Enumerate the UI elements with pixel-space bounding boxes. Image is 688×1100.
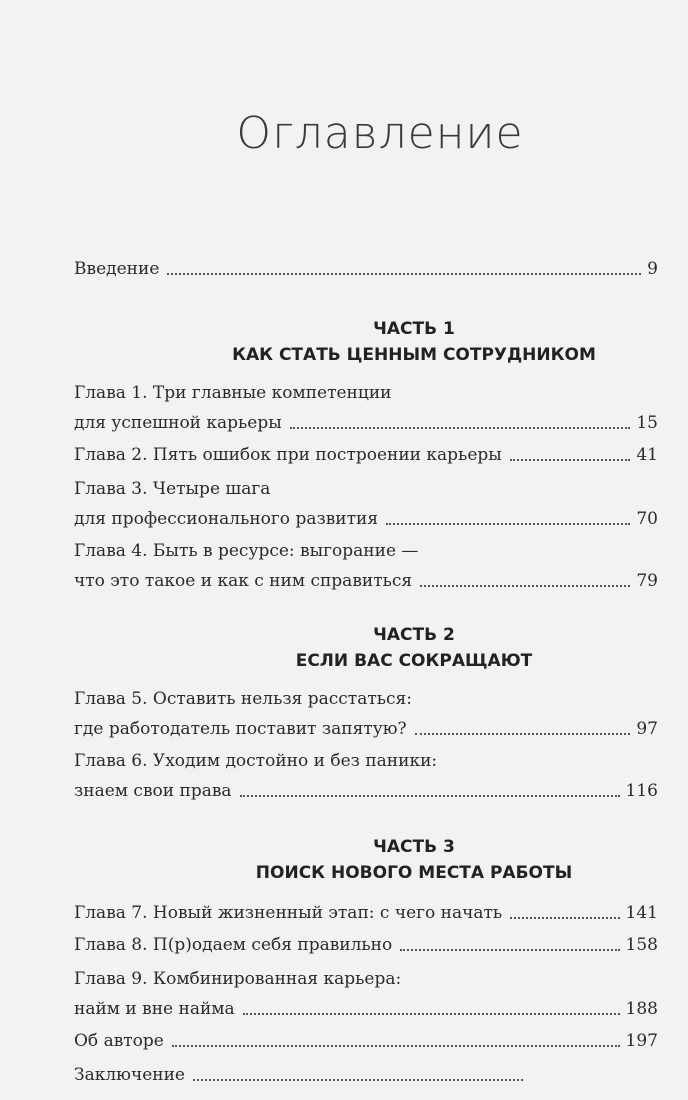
entry-label: Глава 8. П(р)одаем себя правильно bbox=[74, 935, 393, 955]
toc-entry-chapter-9[interactable] bbox=[74, 968, 658, 1020]
entry-label: Глава 9. Комбинированная карьера: bbox=[74, 969, 402, 989]
entry-label: для профессионального развития bbox=[74, 509, 379, 529]
entry-label: Глава 3. Четыре шага bbox=[74, 479, 271, 499]
entry-label: что это такое и как с ним справиться bbox=[74, 571, 413, 591]
dot-leader bbox=[167, 273, 641, 275]
page-number: 15 bbox=[636, 413, 658, 433]
dot-leader bbox=[420, 585, 630, 587]
toc-entry-about[interactable] bbox=[74, 1030, 658, 1052]
page-number: 158 bbox=[625, 935, 658, 955]
toc-entry-conclusion[interactable] bbox=[74, 1064, 658, 1086]
dot-leader bbox=[386, 523, 630, 525]
toc-entry-chapter-1[interactable] bbox=[74, 382, 658, 434]
toc-entry-chapter-2[interactable] bbox=[74, 444, 658, 466]
entry-label: Введение bbox=[74, 259, 160, 279]
page-title: Оглавление bbox=[236, 108, 524, 159]
toc-entry-chapter-6[interactable] bbox=[74, 750, 658, 802]
dot-leader bbox=[172, 1045, 620, 1047]
toc-entry-chapter-3[interactable] bbox=[74, 478, 658, 530]
page-number: 79 bbox=[636, 571, 658, 591]
entry-label: знаем свои права bbox=[74, 781, 232, 801]
dot-leader bbox=[243, 1013, 620, 1015]
entry-label: Об авторе bbox=[74, 1031, 164, 1051]
dot-leader bbox=[240, 795, 620, 797]
page-number: 70 bbox=[636, 509, 658, 529]
part-2-number: ЧАСТЬ 2 bbox=[373, 625, 455, 645]
page-number: 9 bbox=[647, 259, 658, 279]
page-number: 197 bbox=[625, 1031, 658, 1051]
part-2-name: ЕСЛИ ВАС СОКРАЩАЮТ bbox=[295, 651, 533, 671]
part-1-name: КАК СТАТЬ ЦЕННЫМ СОТРУДНИКОМ bbox=[232, 345, 596, 365]
dot-leader bbox=[193, 1079, 523, 1081]
entry-label: Глава 7. Новый жизненный этап: с чего начать bbox=[74, 903, 503, 923]
page-number: 97 bbox=[636, 719, 658, 739]
dot-leader bbox=[510, 917, 619, 919]
entry-label: Глава 4. Быть в ресурсе: выгорание — bbox=[74, 541, 419, 561]
entry-label: Глава 6. Уходим достойно и без паники: bbox=[74, 751, 438, 771]
toc-entry-chapter-8[interactable] bbox=[74, 934, 658, 956]
entry-label: найм и вне найма bbox=[74, 999, 235, 1019]
page-number: 41 bbox=[636, 445, 658, 465]
dot-leader bbox=[415, 733, 631, 735]
toc-entry-chapter-7[interactable] bbox=[74, 902, 658, 924]
part-1-number: ЧАСТЬ 1 bbox=[373, 319, 455, 339]
toc-entry-chapter-5[interactable] bbox=[74, 688, 658, 740]
part-3-number: ЧАСТЬ 3 bbox=[373, 837, 455, 857]
toc-entry-chapter-4[interactable] bbox=[74, 540, 658, 592]
page-number: 141 bbox=[625, 903, 658, 923]
entry-label: для успешной карьеры bbox=[74, 413, 282, 433]
dot-leader bbox=[510, 459, 631, 461]
entry-label: Глава 5. Оставить нельзя расстаться: bbox=[74, 689, 412, 709]
dot-leader bbox=[400, 949, 619, 951]
page-number: 188 bbox=[625, 999, 658, 1019]
dot-leader bbox=[290, 427, 631, 429]
entry-label: Заключение bbox=[74, 1065, 185, 1085]
part-3-name: ПОИСК НОВОГО МЕСТА РАБОТЫ bbox=[255, 863, 573, 883]
page-number: 116 bbox=[625, 781, 658, 801]
entry-label: Глава 2. Пять ошибок при построении карьеры bbox=[74, 445, 502, 465]
toc-entry-intro[interactable] bbox=[74, 258, 658, 280]
entry-label: Глава 1. Три главные компетенции bbox=[74, 383, 392, 403]
entry-label: где работодатель поставит запятую? bbox=[74, 719, 407, 739]
